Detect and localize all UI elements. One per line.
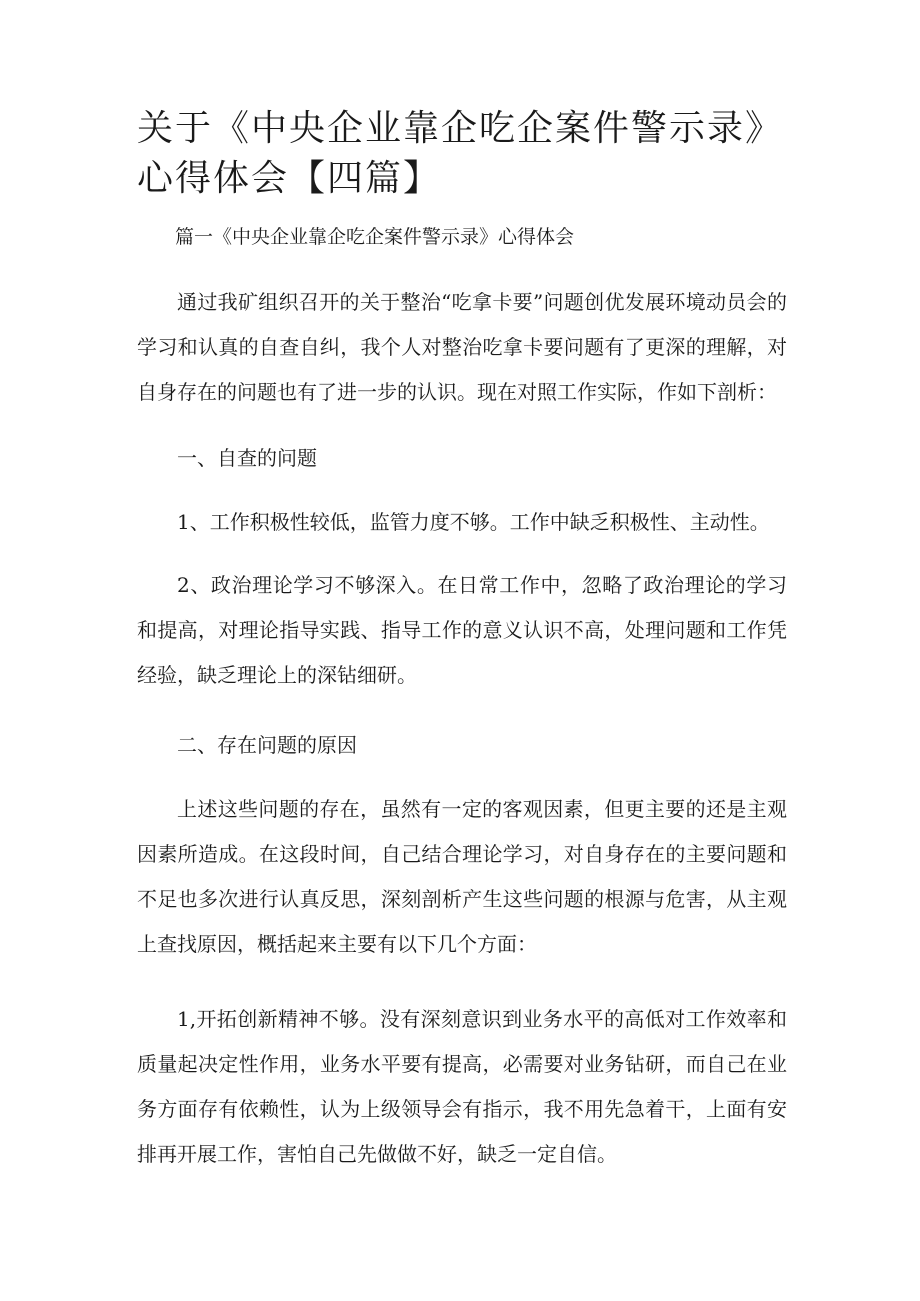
causes-paragraph: 上述这些问题的存在，虽然有一定的客观因素，但更主要的还是主观因素所造成。在这段时间，自己结合理论学习，对自身存在的主要问题和不足也多次进行认真反思，深刻剖析产生这些问题的根源与危害，从主观上查找原因，概括起来主要有以下几个方面： (137, 797, 787, 956)
intro-paragraph: 通过我矿组织召开的关于整治“吃拿卡要”问题创优发展环境动员会的学习和认真的自查自纠，我个人对整治吃拿卡要问题有了更深的理解，对自身存在的问题也有了进一步的认识。现在对照工作实际，作如下剖析： (137, 290, 787, 404)
problem-item-1: 1、工作积极性较低，监管力度不够。工作中缺乏积极性、主动性。 (177, 510, 770, 534)
cause-item-1: 1,开拓创新精神不够。没有深刻意识到业务水平的高低对工作效率和质量起决定性作用，业务水平要有提高，必需要对业务钻研，而自己在业务方面存有依赖性，认为上级领导会有指示，我不用先急着干，上面有安排再开展工作，害怕自己先做做不好，缺乏一定自信。 (137, 1007, 787, 1166)
document-title: 关于《中央企业靠企吃企案件警示录》心得体会【四篇】 (137, 108, 784, 199)
section-heading-self-check: 一、自查的问题 (177, 446, 317, 470)
article-subtitle: 篇一《中央企业靠企吃企案件警示录》心得体会 (175, 226, 575, 248)
problem-item-2: 2、政治理论学习不够深入。在日常工作中，忽略了政治理论的学习和提高，对理论指导实践、指导工作的意义认识不高，处理问题和工作凭经验，缺乏理论上的深钻细研。 (137, 573, 787, 687)
section-heading-causes: 二、存在问题的原因 (177, 733, 357, 757)
